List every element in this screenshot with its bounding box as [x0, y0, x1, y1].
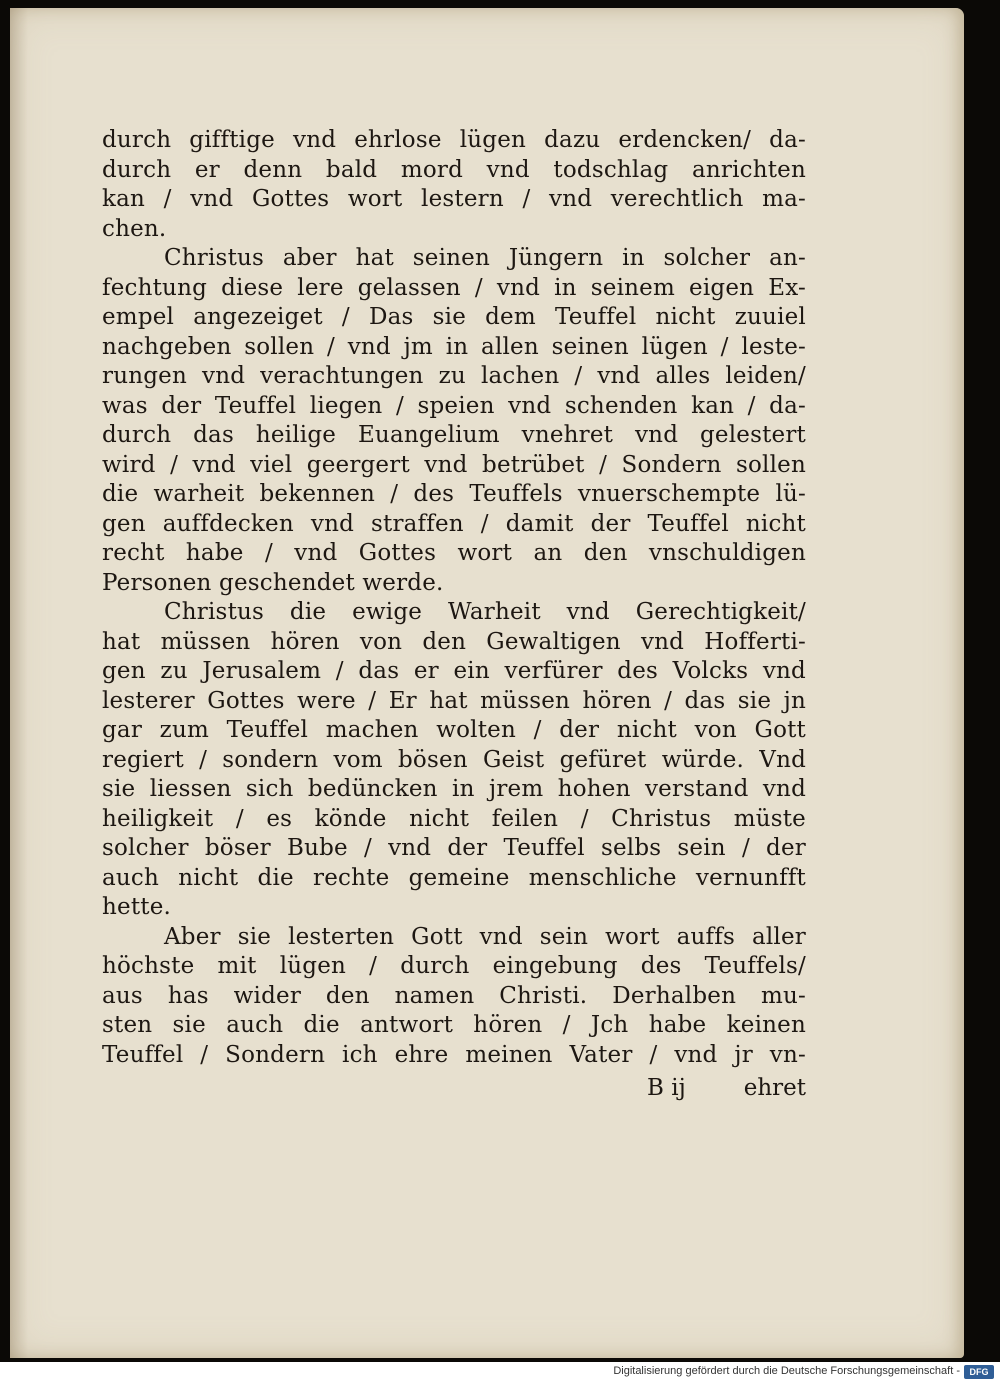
footer-bar: [0, 1362, 1000, 1383]
text-line: sten sie auch die antwort hören / Jch habe keinen: [102, 1012, 806, 1038]
signature-mark: B ij: [647, 1075, 686, 1101]
text-line: Teuffel / Sondern ich ehre meinen Vater / vnd jr vn-: [102, 1041, 806, 1068]
text-line: höchste mit lügen / durch eingebung des Teuffels/: [102, 953, 806, 979]
text-line: durch er denn bald mord vnd todschlag anrichten: [102, 156, 806, 183]
text-line: durch das heilige Euangelium vnehret vnd gelestert: [102, 422, 806, 448]
text-line: Personen geschendet werde.: [102, 569, 444, 596]
text-line: heiligkeit / es könde nicht feilen / Christus müste: [102, 805, 806, 832]
text-line: chen.: [102, 215, 167, 242]
text-line: hat müssen hören von den Gewaltigen vnd Hofferti-: [102, 628, 806, 655]
funding-credit: Digitalisierung gefördert durch die Deutsche Forschungsgemeinschaft -: [613, 1365, 960, 1377]
text-line: auch nicht die rechte gemeine menschliche vernunfft: [102, 864, 806, 891]
text-line: kan / vnd Gottes wort lestern / vnd verechtlich ma-: [102, 186, 806, 212]
text-line: fechtung diese lere gelassen / vnd in seinem eigen Ex-: [102, 274, 806, 301]
text-line: Aber sie lesterten Gott vnd sein wort auffs aller: [164, 923, 806, 950]
text-line: hette.: [102, 894, 172, 920]
text-line: empel angezeiget / Das sie dem Teuffel nicht zuuiel: [102, 304, 806, 330]
text-line: gen zu Jerusalem / das er ein verfürer des Volcks vnd: [102, 658, 806, 684]
text-line: Christus die ewige Warheit vnd Gerechtigkeit/: [164, 599, 806, 625]
text-line: die warheit bekennen / des Teuffels vnuerschempte lü-: [102, 481, 806, 507]
text-line: gar zum Teuffel machen wolten / der nicht von Gott: [102, 717, 806, 743]
text-line: solcher böser Bube / vnd der Teuffel selbs sein / der: [102, 835, 806, 861]
text-line: wird / vnd viel geergert vnd betrübet / Sondern sollen: [102, 451, 806, 478]
text-line: nachgeben sollen / vnd jm in allen seinen lügen / leste-: [102, 333, 806, 360]
text-line: aus has wider den namen Christi. Derhalben mu-: [102, 982, 806, 1009]
dfg-logo[interactable]: DFG: [964, 1365, 994, 1379]
text-line: durch gifftige vnd ehrlose lügen dazu erdencken/ da-: [102, 127, 806, 153]
book-page: [10, 8, 964, 1358]
page-foot: [102, 1072, 806, 1104]
text-line: recht habe / vnd Gottes wort an den vnschuldigen: [102, 540, 806, 566]
text-line: rungen vnd verachtungen zu lachen / vnd alles leiden/: [102, 363, 806, 389]
text-line: regiert / sondern vom bösen Geist gefüret würde. Vnd: [102, 746, 806, 773]
text-line: sie liessen sich bedüncken in jrem hohen verstand vnd: [102, 776, 806, 802]
text-line: Christus aber hat seinen Jüngern in solcher an-: [164, 245, 806, 271]
text-line: was der Teuffel liegen / speien vnd schenden kan / da-: [102, 392, 806, 419]
page-text: [102, 126, 806, 1104]
catchword: ehret: [743, 1075, 806, 1101]
text-line: lesterer Gottes were / Er hat müssen hören / das sie jn: [102, 687, 806, 714]
text-line: gen auffdecken vnd straffen / damit der Teuffel nicht: [102, 510, 806, 537]
